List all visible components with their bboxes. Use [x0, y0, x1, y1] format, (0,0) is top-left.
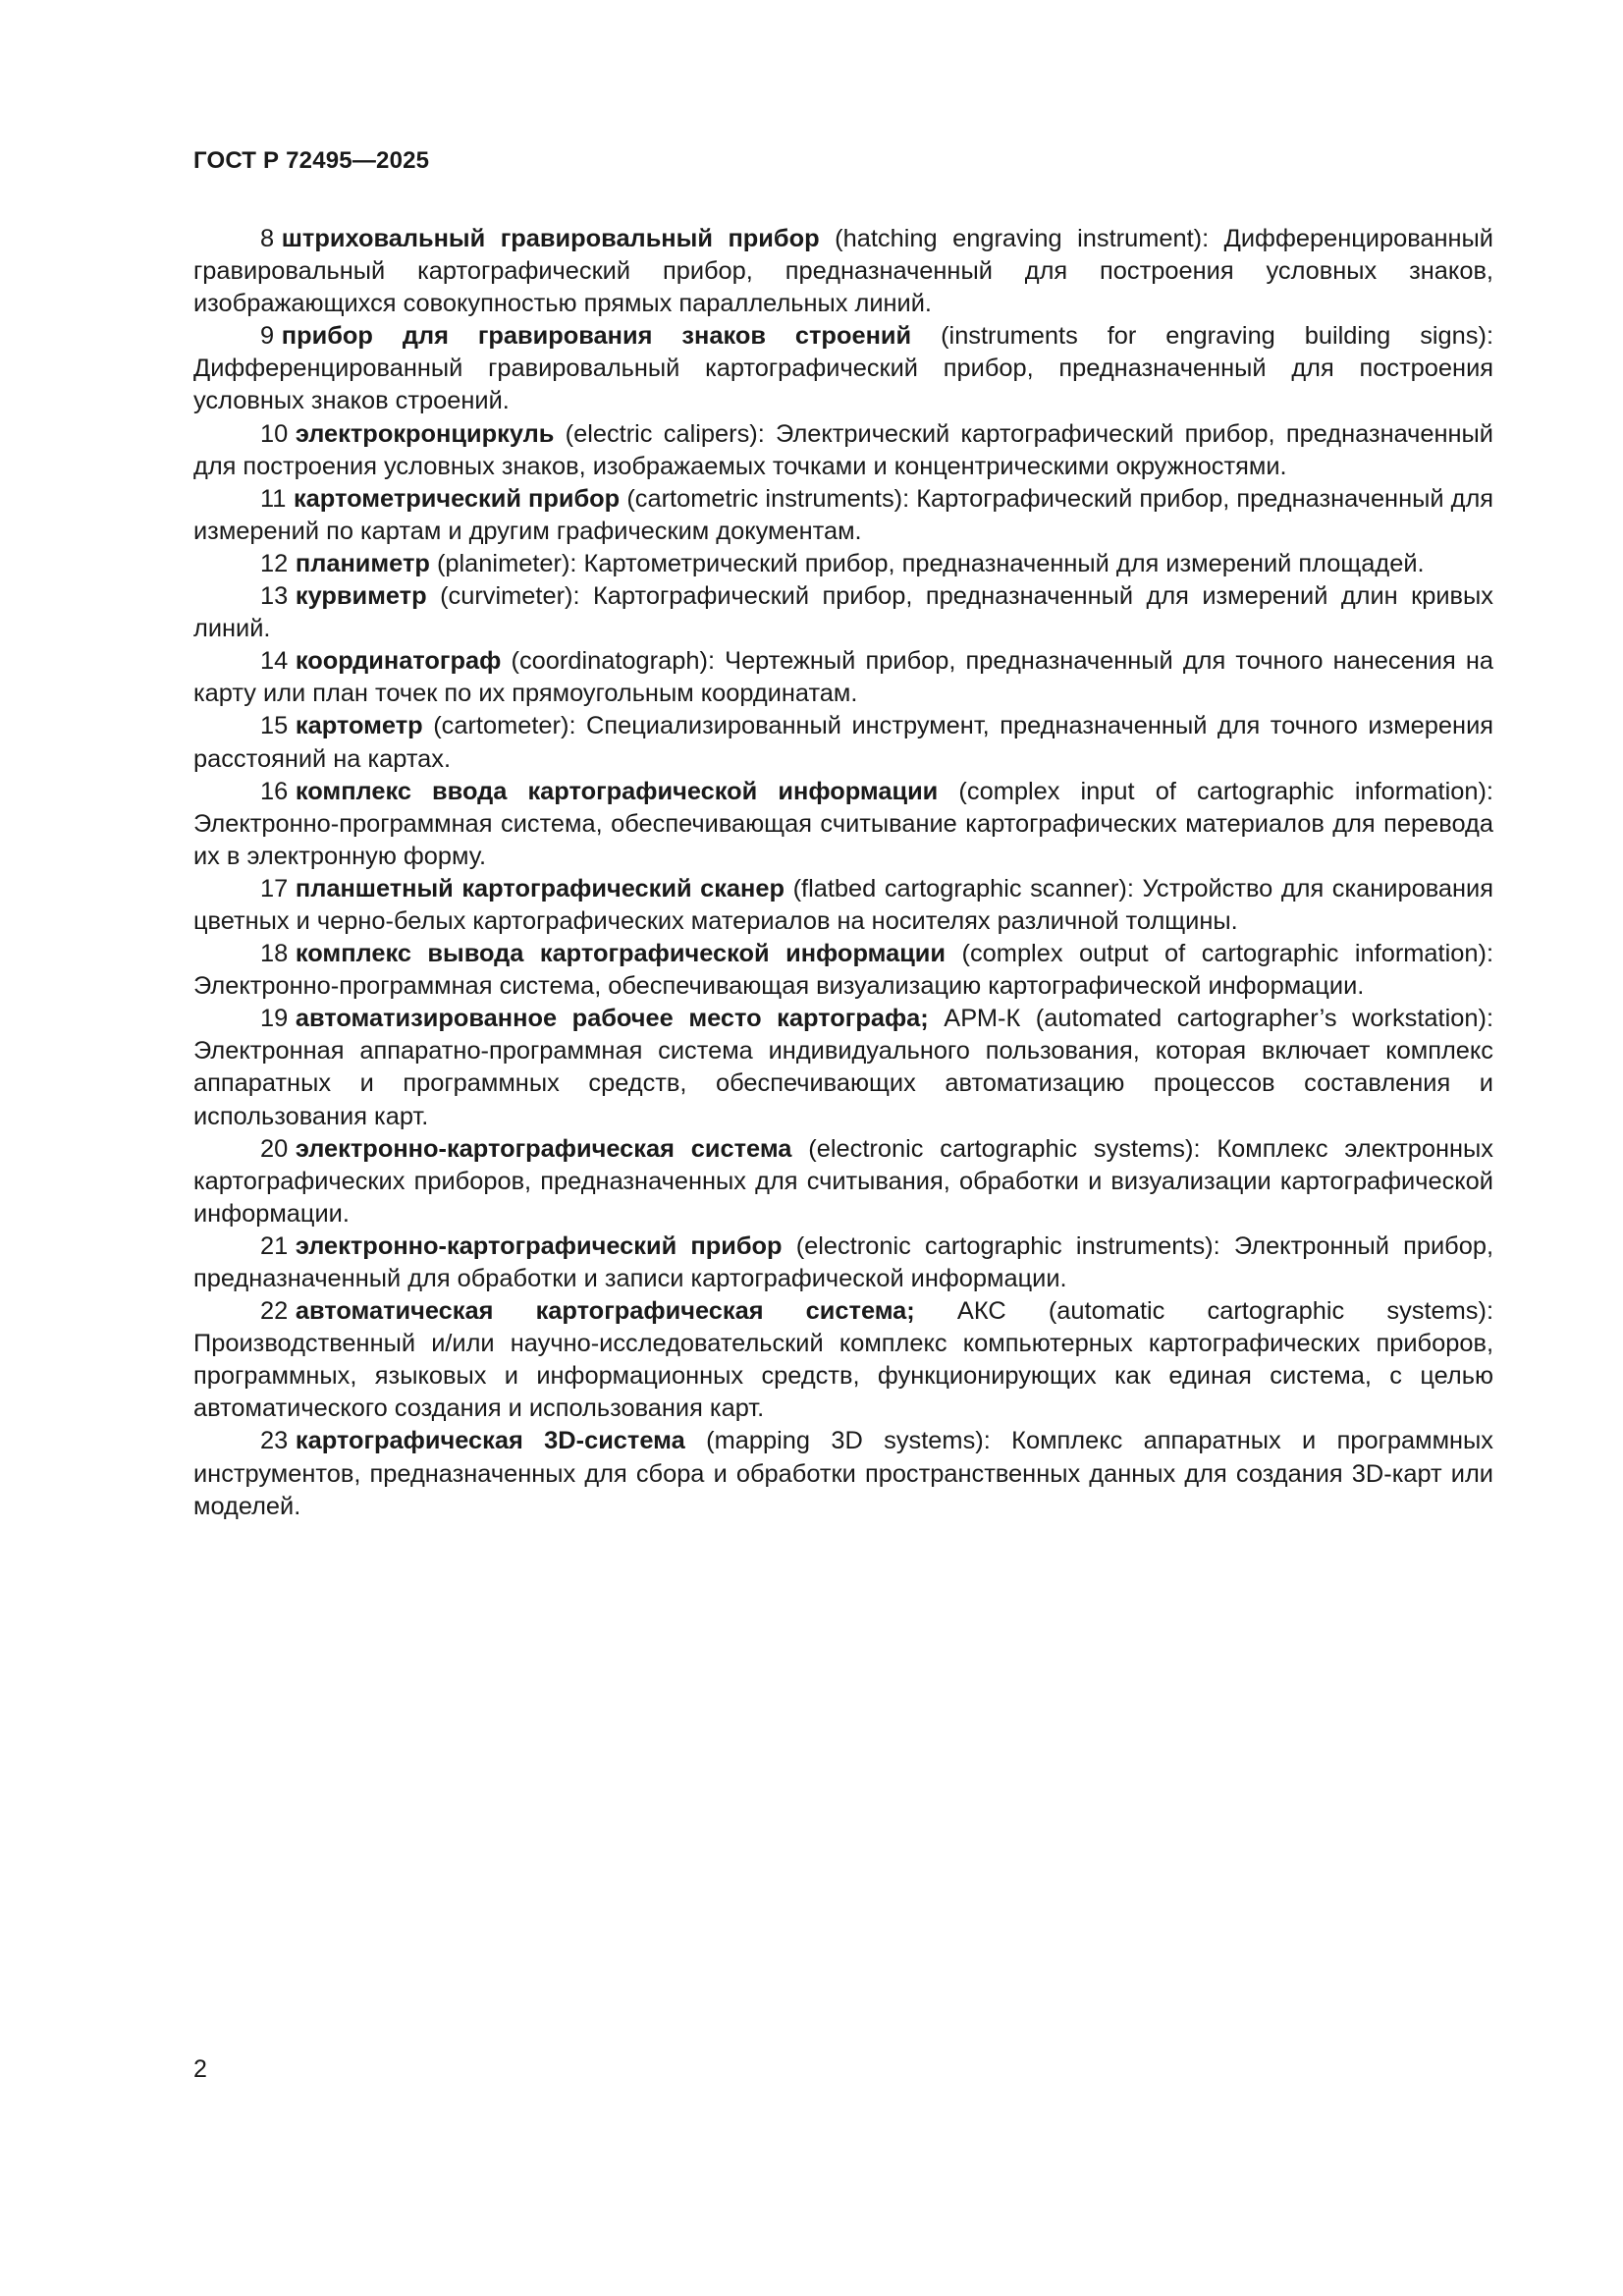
term-entry [193, 1425, 1493, 1522]
term-name: комплекс вывода картографической информации [295, 940, 947, 968]
term-entry [193, 320, 1493, 417]
term-name: комплекс ввода картографической информации [295, 777, 939, 805]
term-name: картометр [295, 712, 423, 740]
term-entry [193, 418, 1493, 483]
page-number: 2 [193, 2055, 207, 2083]
term-definition: (cartometric instruments): Картографический прибор, предназначенный для измерений по картам и другим графическим документам. [193, 484, 1494, 545]
term-number: 18 [260, 940, 289, 968]
term-entry [193, 483, 1493, 548]
term-name: штриховальный гравировальный прибор [281, 225, 820, 252]
term-number: 11 [260, 484, 287, 513]
term-entry [193, 1003, 1493, 1132]
term-name: электрокронциркуль [295, 419, 555, 448]
term-name: электронно-картографическая система [295, 1134, 792, 1163]
term-name: автоматизированное рабочее место картографа; [295, 1005, 929, 1033]
term-entry [193, 645, 1493, 710]
term-number: 16 [260, 777, 289, 805]
term-number: 19 [260, 1005, 289, 1033]
term-entry [193, 938, 1493, 1003]
term-entry [193, 1230, 1493, 1295]
term-name: координатограф [295, 647, 502, 676]
term-entry [193, 1133, 1493, 1230]
term-entry [193, 548, 1493, 580]
term-definition: (curvimeter): Картографический прибор, предназначенный для измерений длин кривых линий. [193, 582, 1493, 643]
term-definition: (complex output of cartographic information): Электронно-программная система, обеспечивающая визуализацию картографической информации. [193, 940, 1494, 1001]
terms-list [193, 223, 1493, 1523]
term-number: 14 [260, 647, 289, 676]
term-definition: (electronic cartographic instruments): Электронный прибор, предназначенный для обработки и записи картографической информации. [193, 1231, 1493, 1292]
term-name: картометрический прибор [293, 484, 621, 513]
term-number: 15 [260, 712, 289, 740]
document-header: ГОСТ Р 72495—2025 [193, 147, 430, 174]
term-definition: (coordinatograph): Чертежный прибор, предназначенный для точного нанесения на карту или план точек по их прямоугольным координатам. [193, 647, 1493, 708]
term-name: автоматическая картографическая система; [295, 1297, 915, 1326]
term-definition: (mapping 3D systems): Комплекс аппаратных и программных инструментов, предназначенных для сбора и обработки пространственных данных для создания 3D-карт или моделей. [193, 1427, 1493, 1520]
term-number: 17 [260, 874, 289, 902]
term-number: 10 [260, 419, 289, 448]
term-entry [193, 223, 1493, 320]
term-name: картографическая 3D-система [295, 1427, 685, 1455]
term-number: 9 [260, 322, 275, 351]
term-definition: (instruments for engraving building signs): Дифференцированный гравировальный картографический прибор, предназначенный для построения условных знаков строений. [193, 322, 1493, 415]
term-number: 12 [260, 549, 289, 577]
term-number: 22 [260, 1297, 289, 1326]
term-number: 21 [260, 1231, 289, 1260]
term-name: планиметр [295, 549, 430, 577]
term-number: 23 [260, 1427, 289, 1455]
term-number: 20 [260, 1134, 289, 1163]
term-name: электронно-картографический прибор [295, 1231, 783, 1260]
term-entry [193, 1295, 1493, 1425]
term-entry [193, 873, 1493, 938]
term-definition: (flatbed cartographic scanner): Устройство для сканирования цветных и черно-белых картографических материалов на носителях различной толщины. [193, 874, 1493, 935]
term-definition: (cartometer): Специализированный инструмент, предназначенный для точного измерения расстояний на картах. [193, 712, 1493, 773]
term-entry [193, 580, 1493, 645]
term-number: 8 [260, 225, 275, 252]
term-definition: (electric calipers): Электрический картографический прибор, предназначенный для построения условных знаков, изображаемых точками и концентрическими окружностями. [193, 419, 1493, 480]
term-number: 13 [260, 582, 289, 611]
term-entry [193, 710, 1493, 775]
term-definition: (planimeter): Картометрический прибор, предназначенный для измерений площадей. [436, 549, 1425, 577]
term-definition: (complex input of cartographic information): Электронно-программная система, обеспечивающая считывание картографических материалов для перевода их в электронную форму. [193, 777, 1493, 870]
term-entry [193, 776, 1493, 873]
term-name: прибор для гравирования знаков строений [281, 322, 912, 351]
term-definition: (electronic cartographic systems): Комплекс электронных картографических приборов, предназначенных для считывания, обработки и визуализации картографической информации. [193, 1134, 1493, 1228]
term-definition: (hatching engraving instrument): Дифференцированный гравировальный картографический прибор, предназначенный для построения условных знаков, изображающихся совокупностью прямых параллельных линий. [193, 225, 1493, 318]
term-name: курвиметр [295, 582, 427, 611]
term-definition: АРМ-К (automated cartographer’s workstation): Электронная аппаратно-программная система индивидуального пользования, которая включает комплекс аппаратных и программных средств, обеспечивающих автоматизацию процессов составления и использования карт. [193, 1005, 1494, 1130]
term-definition: АКС (automatic cartographic systems): Производственный и/или научно-исследовательский комплекс компьютерных картографических приборов, программных, языковых и информационных средств, функционирующих как единая система, с целью автоматического создания и использования карт. [193, 1297, 1494, 1423]
term-name: планшетный картографический сканер [295, 874, 785, 902]
